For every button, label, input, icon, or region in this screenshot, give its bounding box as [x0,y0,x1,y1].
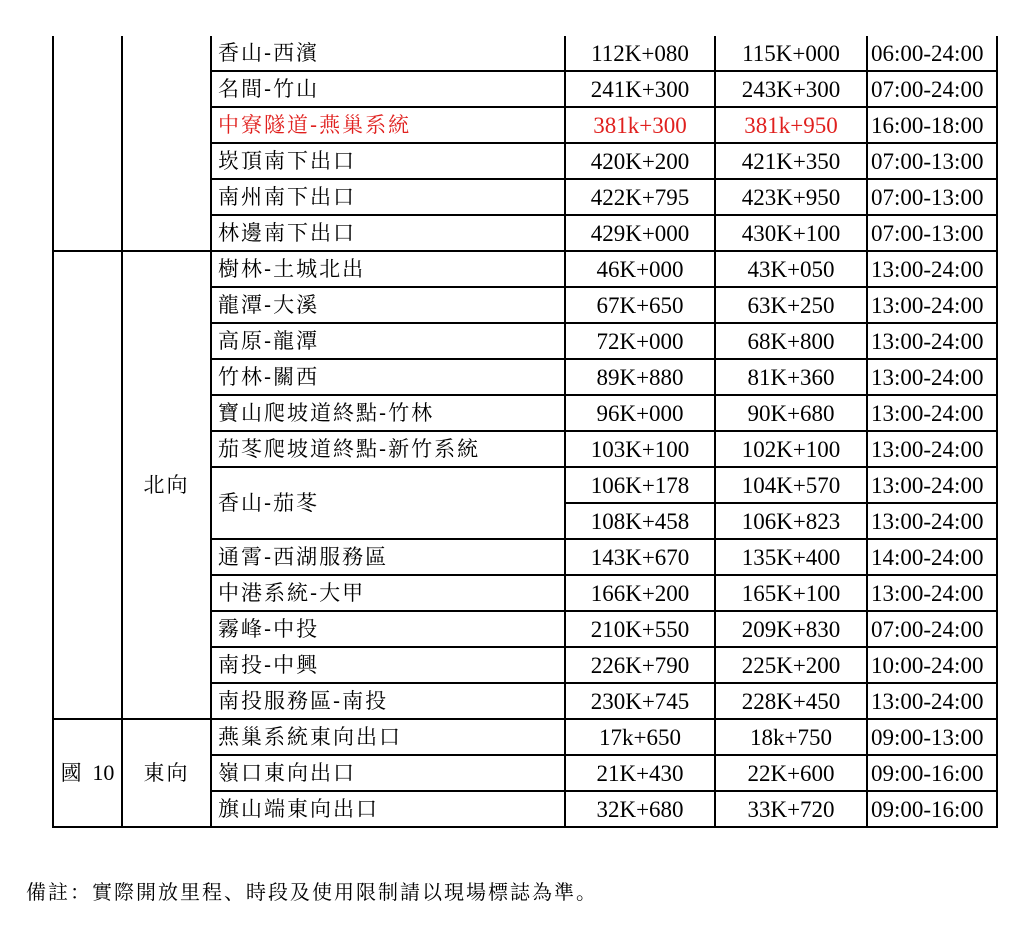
end-mileage-cell: 228K+450 [715,683,867,719]
end-mileage-cell: 243K+300 [715,71,867,107]
time-window-cell: 16:00-18:00 [867,107,997,143]
section-cell: 燕巢系統東向出口 [211,719,565,755]
direction-cell: 東向 [122,719,211,827]
start-mileage-cell: 241K+300 [565,71,715,107]
section-cell: 霧峰-中投 [211,611,565,647]
time-window-cell: 13:00-24:00 [867,251,997,287]
time-window-cell: 13:00-24:00 [867,323,997,359]
time-window-cell: 09:00-16:00 [867,755,997,791]
end-mileage-cell: 115K+000 [715,36,867,71]
start-mileage-cell: 422K+795 [565,179,715,215]
time-window-cell: 14:00-24:00 [867,539,997,575]
end-mileage-cell: 18k+750 [715,719,867,755]
end-mileage-cell: 63K+250 [715,287,867,323]
section-cell: 南州南下出口 [211,179,565,215]
start-mileage-cell: 429K+000 [565,215,715,251]
section-cell: 中寮隧道-燕巢系統 [211,107,565,143]
time-window-cell: 13:00-24:00 [867,683,997,719]
time-window-cell: 07:00-24:00 [867,71,997,107]
table-body [53,36,997,827]
start-mileage-cell: 17k+650 [565,719,715,755]
end-mileage-cell: 135K+400 [715,539,867,575]
time-window-cell: 09:00-16:00 [867,791,997,827]
end-mileage-cell: 421K+350 [715,143,867,179]
end-mileage-cell: 90K+680 [715,395,867,431]
time-window-cell: 13:00-24:00 [867,467,997,503]
end-mileage-cell: 209K+830 [715,611,867,647]
section-cell: 嶺口東向出口 [211,755,565,791]
end-mileage-cell: 33K+720 [715,791,867,827]
end-mileage-cell: 381k+950 [715,107,867,143]
start-mileage-cell: 210K+550 [565,611,715,647]
start-mileage-cell: 108K+458 [565,503,715,539]
section-cell: 茄苳爬坡道終點-新竹系統 [211,431,565,467]
end-mileage-cell: 106K+823 [715,503,867,539]
direction-cell [122,36,211,251]
end-mileage-cell: 68K+800 [715,323,867,359]
end-mileage-cell: 102K+100 [715,431,867,467]
time-window-cell: 07:00-13:00 [867,215,997,251]
end-mileage-cell: 43K+050 [715,251,867,287]
time-window-cell: 06:00-24:00 [867,36,997,71]
direction-cell: 北向 [122,251,211,719]
start-mileage-cell: 46K+000 [565,251,715,287]
road-schedule-table [52,36,998,828]
time-window-cell: 13:00-24:00 [867,575,997,611]
start-mileage-cell: 106K+178 [565,467,715,503]
table-row [53,251,997,287]
section-cell: 林邊南下出口 [211,215,565,251]
section-cell: 旗山端東向出口 [211,791,565,827]
start-mileage-cell: 67K+650 [565,287,715,323]
time-window-cell: 07:00-13:00 [867,179,997,215]
time-window-cell: 13:00-24:00 [867,503,997,539]
section-cell: 樹林-土城北出 [211,251,565,287]
section-cell: 高原-龍潭 [211,323,565,359]
table-row [53,36,997,71]
road-cell [53,719,122,827]
start-mileage-cell: 32K+680 [565,791,715,827]
end-mileage-cell: 225K+200 [715,647,867,683]
start-mileage-cell: 381k+300 [565,107,715,143]
section-cell: 香山-茄苳 [211,467,565,539]
road-cell [53,36,122,251]
section-cell: 寶山爬坡道終點-竹林 [211,395,565,431]
start-mileage-cell: 230K+745 [565,683,715,719]
section-cell: 通霄-西湖服務區 [211,539,565,575]
start-mileage-cell: 226K+790 [565,647,715,683]
end-mileage-cell: 165K+100 [715,575,867,611]
table-row [53,719,997,755]
start-mileage-cell: 89K+880 [565,359,715,395]
road-cell [53,251,122,719]
start-mileage-cell: 72K+000 [565,323,715,359]
end-mileage-cell: 81K+360 [715,359,867,395]
time-window-cell: 13:00-24:00 [867,287,997,323]
end-mileage-cell: 22K+600 [715,755,867,791]
time-window-cell: 13:00-24:00 [867,395,997,431]
footnote: 備註：實際開放里程、時段及使用限制請以現場標誌為準。 [26,880,598,904]
time-window-cell: 13:00-24:00 [867,359,997,395]
start-mileage-cell: 21K+430 [565,755,715,791]
start-mileage-cell: 143K+670 [565,539,715,575]
section-cell: 中港系統-大甲 [211,575,565,611]
road-prefix: 國 [60,761,93,785]
section-cell: 名間-竹山 [211,71,565,107]
section-cell: 南投服務區-南投 [211,683,565,719]
end-mileage-cell: 423K+950 [715,179,867,215]
time-window-cell: 07:00-13:00 [867,143,997,179]
time-window-cell: 10:00-24:00 [867,647,997,683]
time-window-cell: 09:00-13:00 [867,719,997,755]
section-cell: 崁頂南下出口 [211,143,565,179]
section-cell: 南投-中興 [211,647,565,683]
section-cell: 香山-西濱 [211,36,565,71]
start-mileage-cell: 420K+200 [565,143,715,179]
start-mileage-cell: 103K+100 [565,431,715,467]
section-cell: 竹林-關西 [211,359,565,395]
end-mileage-cell: 104K+570 [715,467,867,503]
section-cell: 龍潭-大溪 [211,287,565,323]
start-mileage-cell: 112K+080 [565,36,715,71]
road-number: 10 [92,760,115,785]
start-mileage-cell: 96K+000 [565,395,715,431]
time-window-cell: 07:00-24:00 [867,611,997,647]
end-mileage-cell: 430K+100 [715,215,867,251]
start-mileage-cell: 166K+200 [565,575,715,611]
time-window-cell: 13:00-24:00 [867,431,997,467]
